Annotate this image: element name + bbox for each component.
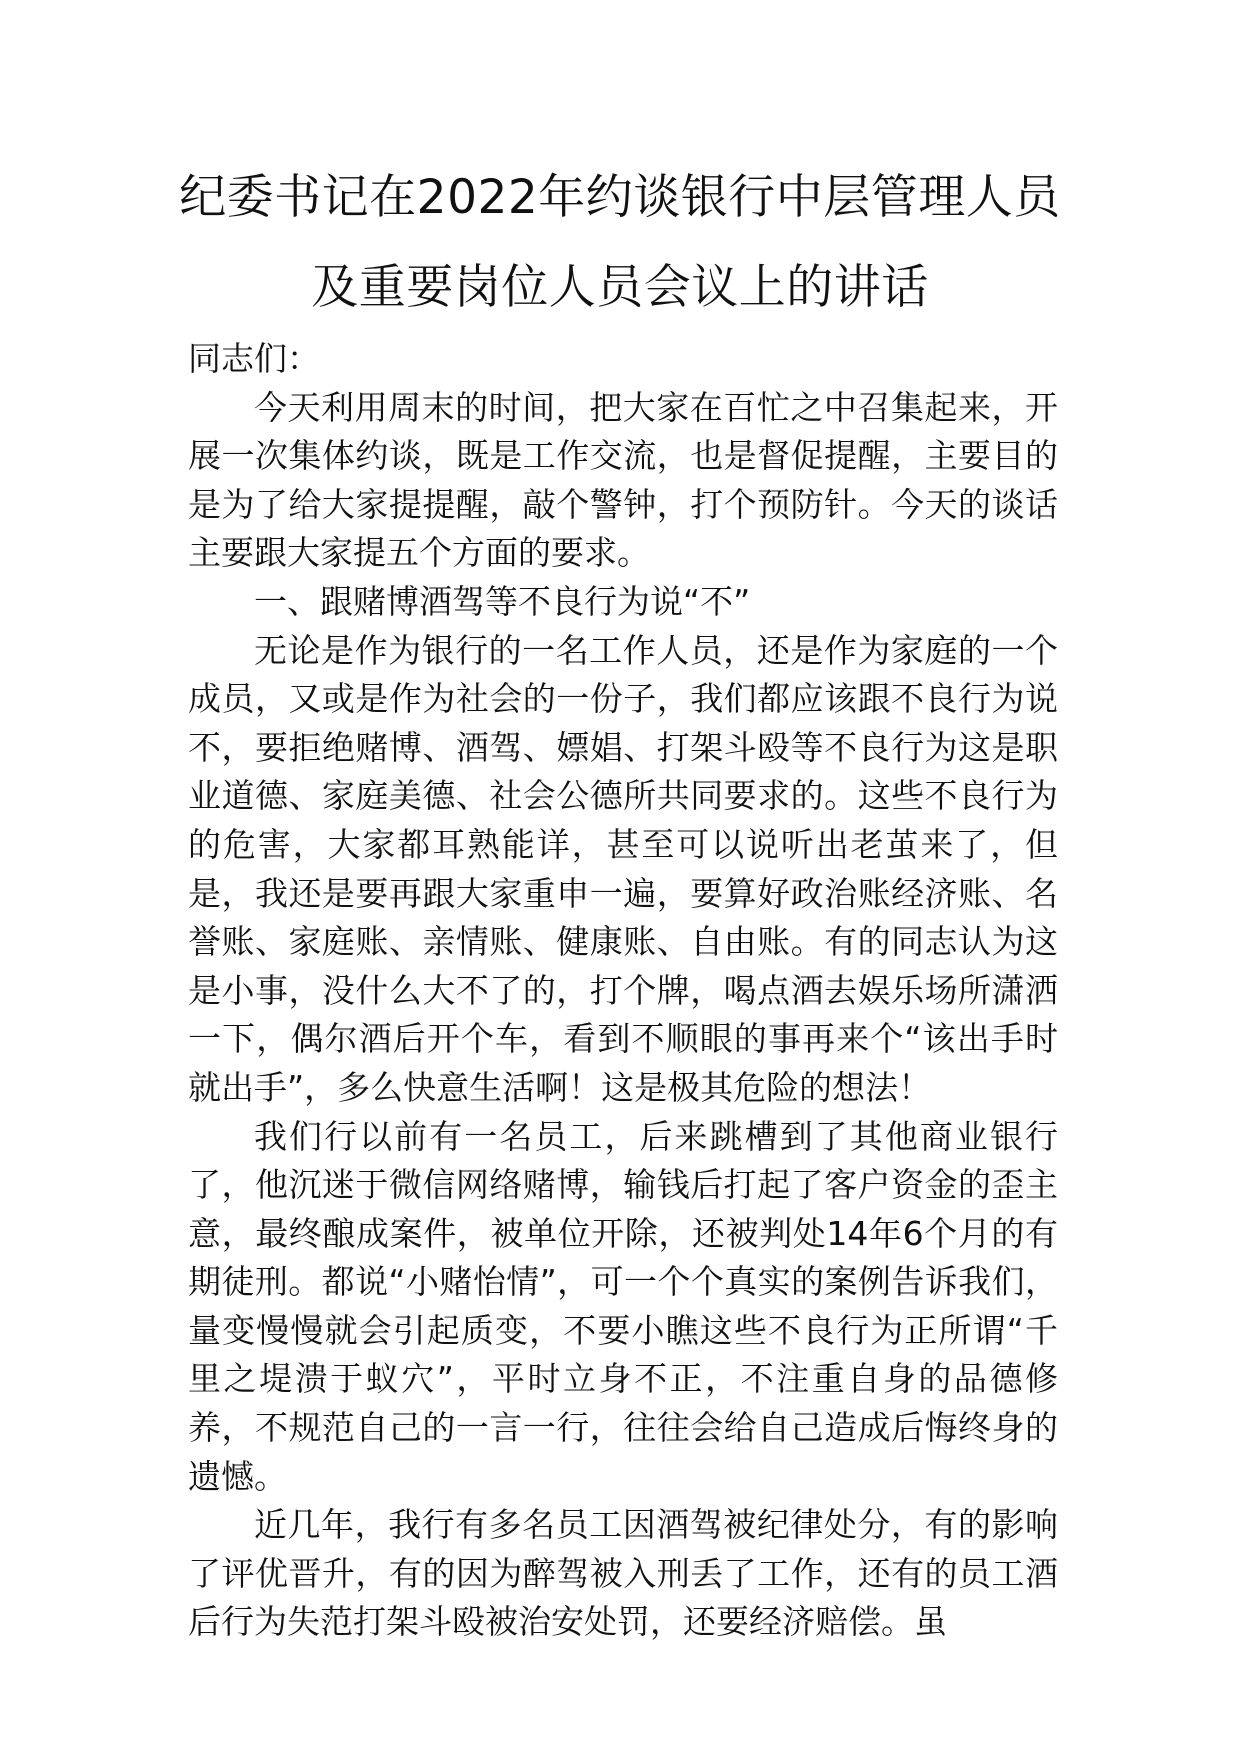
document-body bbox=[188, 335, 1058, 1647]
paragraph-gambling-case: 我们行以前有一名员工，后来跳槽到了其他商业银行了，他沉迷于微信网络赌博，输钱后打起了客户资金的歪主意，最终酿成案件，被单位开除，还被判处14年6个月的有期徒刑。都说“小赌怡情”，可一个个真实的案例告诉我们，量变慢慢就会引起质变，不要小瞧这些不良行为正所谓“千里之堤溃于蚁穴”，平时立身不正，不注重自身的品德修养，不规范自己的一言一行，往往会给自己造成后悔终身的遗憾。 bbox=[188, 1116, 1058, 1496]
document-title-line-1: 纪委书记在2022年约谈银行中层管理人员 bbox=[179, 170, 1061, 225]
salutation: 同志们： bbox=[188, 339, 320, 378]
paragraph-bad-behavior: 无论是作为银行的一名工作人员，还是作为家庭的一个成员，又或是作为社会的一份子，我们都应该跟不良行为说不，要拒绝赌博、酒驾、嫖娼、打架斗殴等不良行为这是职业道德、家庭美德、社会公德所共同要求的。这些不良行为的危害，大家都耳熟能详，甚至可以说听出老茧来了，但是，我还是要再跟大家重申一遍，要算好政治账经济账、名誉账、家庭账、亲情账、健康账、自由账。有的同志认为这是小事，没什么大不了的，打个牌，喝点酒去娱乐场所潇洒一下，偶尔酒后开个车，看到不顺眼的事再来个“该出手时就出手”，多么快意生活啊！这是极其危险的想法！ bbox=[188, 630, 1058, 1107]
section-heading-1: 一、跟赌博酒驾等不良行为说“不” bbox=[254, 581, 751, 621]
paragraph-intro: 今天利用周末的时间，把大家在百忙之中召集起来，开展一次集体约谈，既是工作交流，也是督促提醒，主要目的是为了给大家提提醒，敲个警钟，打个预防针。今天的谈话主要跟大家提五个方面的要求。 bbox=[188, 387, 1058, 573]
paragraph-drunk-driving: 近几年，我行有多名员工因酒驾被纪律处分，有的影响了评优晋升，有的因为醉驾被入刑丢了工作，还有的员工酒后行为失范打架斗殴被治安处罚，还要经济赔偿。虽 bbox=[188, 1505, 1058, 1642]
document-title-line-2: 及重要岗位人员会议上的讲话 bbox=[311, 260, 929, 315]
